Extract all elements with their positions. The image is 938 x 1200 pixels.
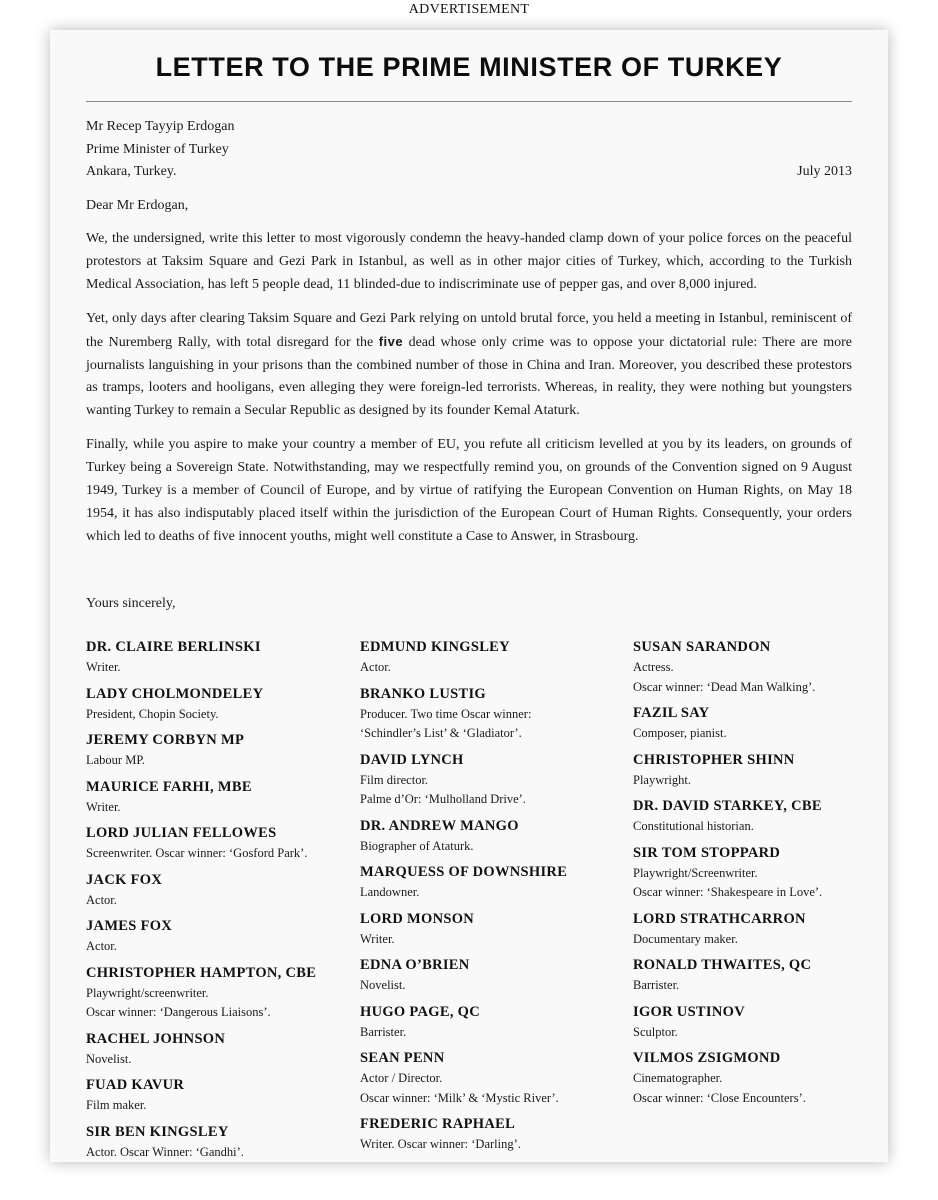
signatory [360, 816, 633, 857]
signatory-description: Actor. [360, 660, 391, 674]
signatory-description: Playwright/screenwriter. [86, 985, 209, 1000]
signatory-description: Actor / Director. [360, 1071, 443, 1085]
signatory-name: EDNA O’BRIEN [360, 957, 470, 973]
signatory-name: SIR BEN KINGSLEY [86, 1123, 229, 1140]
signatory-column-2 [360, 637, 633, 1168]
signatory [86, 963, 360, 1023]
signatory [86, 1122, 360, 1163]
signatory-name: LORD JULIAN FELLOWES [86, 825, 277, 841]
signatory-name: VILMOS ZSIGMOND [633, 1050, 781, 1066]
signatory-description: Palme d’Or: ‘Mulholland Drive’. [360, 792, 526, 806]
signatory-name: DR. CLAIRE BERLINSKI [86, 639, 261, 655]
signatory-name: JAMES FOX [86, 918, 173, 934]
signatory-name: SIR TOM STOPPARD [633, 844, 781, 861]
signatory [86, 637, 360, 678]
paragraph-3: Finally, while you aspire to make your country a member of EU, you refute all criticism levelled at you by its leaders, on grounds of Turkey being a Sovereign State. Notwithstanding, may we respectfully remind you, on grounds of the Convention signed on 9 August 1949, Turkey is a member of Council of Europe, and by virtue of ratifying the European Convention on Human Rights, on May 18 1954, it has also indisputably placed itself within the jurisdiction of the European Court of Human Rights. Consequently, your orders which led to deaths of five innocent youths, might well constitute a Case to Answer, in Strasbourg. [86, 437, 852, 544]
signatory-description: Producer. Two time Oscar winner: [360, 706, 532, 721]
signatory [86, 823, 360, 864]
signatory-description: Actor. [86, 939, 117, 953]
signatory [360, 1002, 633, 1043]
signatory-description: Writer. Oscar winner: ‘Darling’. [360, 1137, 521, 1151]
signatory-name: RONALD THWAITES, QC [633, 957, 812, 973]
advertisement-label: ADVERTISEMENT [408, 2, 530, 17]
signatory-name: BRANKO LUSTIG [360, 685, 486, 702]
signatory-name: DR. ANDREW MANGO [360, 817, 519, 834]
signatory [86, 777, 360, 818]
signatory-name: CHRISTOPHER SHINN [633, 751, 795, 768]
signatory [633, 909, 873, 950]
signatory-name: JEREMY CORBYN MP [86, 732, 245, 748]
signatory-description: President, Chopin Society. [86, 706, 219, 721]
letter-body [86, 228, 852, 560]
signatory-name: LADY CHOLMONDELEY [86, 685, 264, 702]
signatory-description: Biographer of Ataturk. [360, 838, 474, 853]
signatory-description: Writer. [86, 799, 121, 814]
signatory [360, 637, 633, 678]
signatory [360, 1048, 633, 1108]
signatory-description: Documentary maker. [633, 931, 738, 946]
signatory-description: Novelist. [86, 1051, 132, 1066]
signatory-name: JACK FOX [86, 871, 163, 888]
paragraph-2-text: dead whose only crime was to oppose your dictatorial rule: There are more journalists languishing in your prisons than the combined number of those in China and Iran. Moreover, you described these protestors as tramps, looters and hooligans, even alleging they were foreign-led terrorists. Whereas, in reality, they were nothing but youngsters wanting Turkey to remain a Secular Republic as designed by its founder Kemal Ataturk. [86, 334, 852, 419]
signatory-description: Playwright. [633, 772, 691, 787]
signatory [360, 750, 633, 810]
signatory-name: LORD STRATHCARRON [633, 910, 806, 927]
signatory-description: Barrister. [633, 978, 680, 992]
signatory-name: DR. DAVID STARKEY, CBE [633, 798, 822, 814]
signatory [360, 862, 633, 903]
signatory-description: Composer, pianist. [633, 726, 727, 740]
address-line: Mr Recep Tayyip Erdogan [86, 119, 235, 134]
letter-date: July 2013 [797, 164, 852, 179]
signatory-description: Screenwriter. Oscar winner: ‘Gosford Park’. [86, 846, 308, 860]
signatory-description: Writer. [360, 931, 395, 946]
signatory [86, 730, 360, 771]
signatory-description: Sculptor. [633, 1024, 678, 1039]
signatory-description: Oscar winner: ‘Dangerous Liaisons’. [86, 1005, 271, 1019]
signatory [633, 703, 873, 744]
signatory-description: Writer. [86, 660, 121, 674]
signatory [633, 1048, 873, 1108]
signatory [633, 637, 873, 697]
signatory [86, 1029, 360, 1070]
signatory-description: ‘Schindler’s List’ & ‘Gladiator’. [360, 726, 522, 740]
letter-title: LETTER TO THE PRIME MINISTER OF TURKEY [155, 52, 783, 82]
signatory-name: MARQUESS OF DOWNSHIRE [360, 864, 568, 880]
signatory-name: SEAN PENN [360, 1050, 445, 1066]
signatory [633, 955, 873, 996]
title-divider [86, 101, 852, 102]
signatory-name: HUGO PAGE, QC [360, 1003, 481, 1020]
paragraph-2 [86, 308, 852, 424]
signatory-name: IGOR USTINOV [633, 1003, 745, 1020]
signatory-description: Oscar winner: ‘Milk’ & ‘Mystic River’. [360, 1090, 559, 1105]
signatory [360, 955, 633, 996]
signatory-description: Oscar winner: ‘Dead Man Walking’. [633, 679, 816, 694]
signatory [86, 1075, 360, 1116]
signatory [360, 684, 633, 744]
signatory-name: LORD MONSON [360, 910, 475, 927]
signatory-description: Playwright/Screenwriter. [633, 865, 758, 880]
signatory-description: Landowner. [360, 885, 420, 899]
signatory-name: FAZIL SAY [633, 705, 710, 721]
signatory [633, 750, 873, 791]
signatory [86, 916, 360, 957]
signatory-description: Actor. Oscar Winner: ‘Gandhi’. [86, 1144, 244, 1159]
signatory-description: Film maker. [86, 1098, 147, 1112]
signatory-description: Film director. [360, 772, 429, 787]
signatory-description: Oscar winner: ‘Close Encounters’. [633, 1090, 806, 1105]
signatory-name: FUAD KAVUR [86, 1077, 185, 1093]
signatory [633, 1002, 873, 1043]
signatory-column-1 [86, 637, 360, 1168]
letter-page [50, 30, 888, 1162]
signatory [633, 796, 873, 837]
signatory [86, 870, 360, 911]
signatories [86, 637, 876, 1168]
signatory-description: Novelist. [360, 978, 406, 992]
paragraph-1: We, the undersigned, write this letter to most vigorously condemn the heavy-handed clamp down of your police forces on the peaceful protestors at Taksim Square and Gezi Park in Istanbul, as well as in other major cities of Turkey, which, according to the Turkish Medical Association, has left 5 people dead, 11 blinded-due to indiscriminate use of pepper gas, and over 8,000 injured. [86, 231, 852, 292]
paragraph-2-text: Yet, only days after clearing Taksim Square and Gezi Park relying on untold brutal force, you held a meeting in Istanbul, reminiscent of the Nuremberg Rally, with total disregard for the [86, 310, 852, 350]
signatory [360, 1114, 633, 1155]
signatory-description: Barrister. [360, 1024, 407, 1039]
signatory [360, 909, 633, 950]
signatory-name: CHRISTOPHER HAMPTON, CBE [86, 964, 317, 981]
salutation: Dear Mr Erdogan, [86, 198, 189, 213]
signatory-name: SUSAN SARANDON [633, 639, 771, 655]
signatory-name: EDMUND KINGSLEY [360, 639, 510, 655]
signatory-description: Cinematographer. [633, 1071, 723, 1085]
address-line: Ankara, Turkey. [86, 164, 177, 179]
signatory-description: Actor. [86, 892, 117, 907]
signatory-column-3 [633, 637, 873, 1168]
signatory-description: Actress. [633, 660, 674, 674]
recipient-address [86, 116, 234, 184]
signatory-description: Constitutional historian. [633, 819, 754, 833]
signatory-name: DAVID LYNCH [360, 751, 464, 768]
signatory-description: Oscar winner: ‘Shakespeare in Love’. [633, 885, 823, 899]
address-line: Prime Minister of Turkey [86, 141, 229, 157]
signatory [86, 684, 360, 725]
closing: Yours sincerely, [86, 596, 176, 611]
signatory-name: MAURICE FARHI, MBE [86, 778, 252, 795]
signatory-name: FREDERIC RAPHAEL [360, 1116, 516, 1132]
signatory-description: Labour MP. [86, 753, 146, 767]
signatory [633, 843, 873, 903]
emphasis-five: five [378, 333, 404, 349]
signatory-name: RACHEL JOHNSON [86, 1030, 226, 1047]
